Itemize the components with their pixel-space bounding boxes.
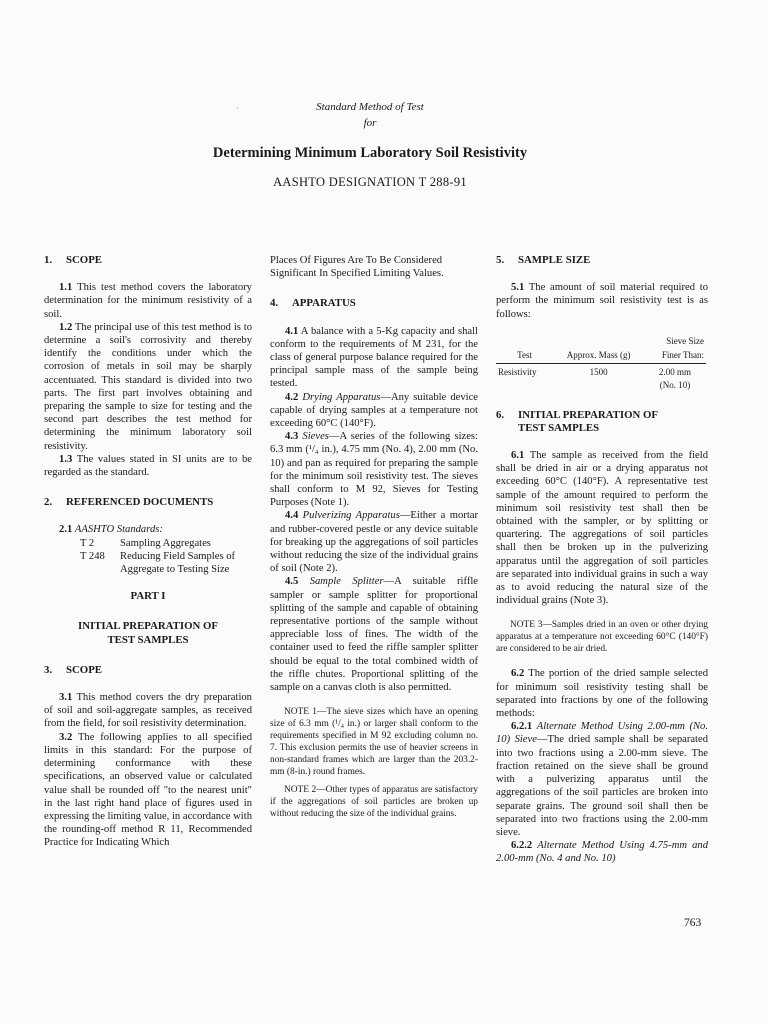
part-1-label: PART I: [130, 590, 166, 603]
section-6-heading-line-2: TEST SAMPLES: [518, 421, 600, 434]
para-6-1: 6.1 The sample as received from the field shall be dried in air or a drying apparatus not exceeding 60°C (140°F). A representative test sample of the amount required to perform the minimum soil resistivity test shall then be obtained with the sampler, or by splitting or quartering. The aggregations of soil particles shall then be broken up in the pulverizing apparatus until the aggregation of soil particles are separated into individual grains in such a way as to avoid reducing the natural size of the individual grains (Note 3).: [496, 450, 708, 607]
part-1-heading-line-2: TEST SAMPLES: [107, 633, 189, 646]
reference-list: [62, 537, 252, 577]
section-1-heading: 1. SCOPE: [44, 254, 102, 266]
part-1-heading-line-1: INITIAL PREPARATION OF: [78, 620, 218, 633]
note-2: NOTE 2—Other types of apparatus are satisfactory if the aggregations of soil particles are broken up without reducing the size of the individual grains.: [270, 785, 478, 820]
table-cell-mass: 1500: [589, 367, 608, 378]
table-row: [496, 364, 706, 393]
sample-size-table: [496, 335, 706, 393]
para-6-2-2: 6.2.2 Alternate Method Using 4.75-mm and 2.00-mm (No. 4 and No. 10): [496, 840, 708, 865]
column-3: [496, 254, 708, 866]
document-title: Determining Minimum Laboratory Soil Resistivity: [212, 145, 528, 161]
section-2-heading: 2. REFERENCED DOCUMENTS: [44, 496, 214, 509]
table-cell-test: Resistivity: [498, 367, 537, 378]
para-4-4: 4.4 Pulverizing Apparatus—Either a mortar and rubber-covered pestle or any device suitable for breaking up the aggregations of soil particles without reducing the size of the individual grains of soil (Note 2).: [270, 510, 479, 575]
scan-speck: ·: [236, 104, 239, 113]
para-1-2: 1.2 The principal use of this test method is to determine a soil's corrosivity and thereby identify the conditions under which the corrosion of metals in soil may be sharply accentuated. This standard is divided into two parts. The first part involves obtaining and preparing the sample to size for testing and the second part describes the test method for determining the minimum laboratory soil resistivity.: [44, 321, 252, 452]
table-header-finer-than: Finer Than:: [644, 349, 706, 364]
para-4-2: 4.2 Drying Apparatus—Any suitable device capable of drying samples at a temperature not exceeding 60°C (140°F).: [270, 391, 478, 430]
para-1-3: 1.3 The values stated in SI units are to be regarded as the standard.: [44, 453, 252, 479]
note-1: NOTE 1—The sieve sizes which have an opening size of 6.3 mm (¹/₄ in.) or larger shall conform to the requirements specified in M 92 excluding column no. 7. This exclusion permits the use of heavier screens in non-standard frames which are larger than the 203.2-mm (8-in.) round frames.: [270, 707, 478, 778]
section-6-heading: 6. INITIAL PREPARATION OF: [496, 408, 658, 421]
para-3-2: 3.2 The following applies to all specified limits in this standard: For the purpose of determining conformance with these specifications, an observed value or calculated value shall be rounded off "to the nearest unit" in the last right hand place of figures used in expressing the limiting value, in accordance with the rounding-off method R 11, Recommended Practice for Indicating Which: [44, 731, 252, 849]
para-6-2: 6.2 The portion of the dried sample selected for minimum soil resistivity testing shall be separated into fractions by one of the following methods:: [496, 668, 708, 720]
section-5-heading: 5. SAMPLE SIZE: [496, 254, 591, 266]
header-line-1: Standard Method of Test: [316, 101, 424, 113]
table-header-mass: Approx. Mass (g): [553, 349, 644, 364]
section-3-heading: 3. SCOPE: [44, 663, 102, 676]
para-4-5: 4.5 Sample Splitter—A suitable riffle sampler or sample splitter for proportional splitting of the sample and capable of obtaining representative portions of the sample without appreciable loss of fines. The width of the container used to feed the riffle sampler splitter should be equal to the total combined width of the riffle chutes. Proportional splitting of the sample on a canvas cloth is also permitted.: [270, 576, 479, 694]
table-cell-sieve: 2.00 mm (No. 10): [659, 367, 692, 391]
para-6-2-1: 6.2.1 Alternate Method Using 2.00-mm (No. 10) Sieve—The dried sample shall be separated into two fractions using a 2.00-mm sieve. The fraction retained on the sieve shall be ground with a pulverizing apparatus until the aggregations of the soil particles are broken into separate grains. The ground soil shall then be separated into two fractions using the 2.00-mm sieve.: [496, 721, 708, 838]
table-header-sieve-size: Sieve Size: [666, 335, 704, 346]
para-3-1: 3.1 This method covers the dry preparation of soil and soil-aggregate samples, as received from the field, for soil resistivity determination.: [44, 692, 252, 730]
reference-item: T 2 Sampling Aggregates: [80, 537, 211, 549]
table-header-test: Test: [496, 349, 553, 364]
column-1: [44, 254, 252, 850]
para-5-1: 5.1 The amount of soil material required to perform the minimum soil resistivity test is as follows:: [496, 282, 708, 320]
para-4-1: 4.1 A balance with a 5-Kg capacity and shall conform to the requirements of M 231, for the class of general purpose balance required for the principal sample mass of the sample being tested.: [270, 325, 478, 390]
para-3-2-continued: Places Of Figures Are To Be Considered Significant In Specified Limiting Values.: [270, 255, 444, 280]
page-number: 763: [684, 917, 702, 929]
designation: AASHTO DESIGNATION T 288-91: [273, 175, 467, 189]
para-4-3: 4.3 Sieves—A series of the following sizes: 6.3 mm (¹/₄ in.), 4.75 mm (No. 4), 2.00 mm (No. 10) and pan as required for preparing the sample for the minimum soil resistivity test. The sieves shall conform to M 92, Sieves for Testing Purposes (Note 1).: [270, 431, 478, 509]
column-2: [270, 254, 478, 820]
header-line-2: for: [363, 117, 377, 129]
para-1-1: 1.1 This test method covers the laboratory determination for the minimum resistivity of a soil.: [44, 282, 252, 320]
para-2-1: 2.1 AASHTO Standards:: [59, 524, 163, 536]
reference-item: T 248 Reducing Field Samples of Aggregate to Testing Size: [80, 550, 236, 576]
section-4-heading: 4. APPARATUS: [270, 297, 356, 310]
note-3: NOTE 3—Samples dried in an oven or other drying apparatus at a temperature not exceeding 60°C (140°F) are considered to be air dried.: [496, 620, 708, 655]
